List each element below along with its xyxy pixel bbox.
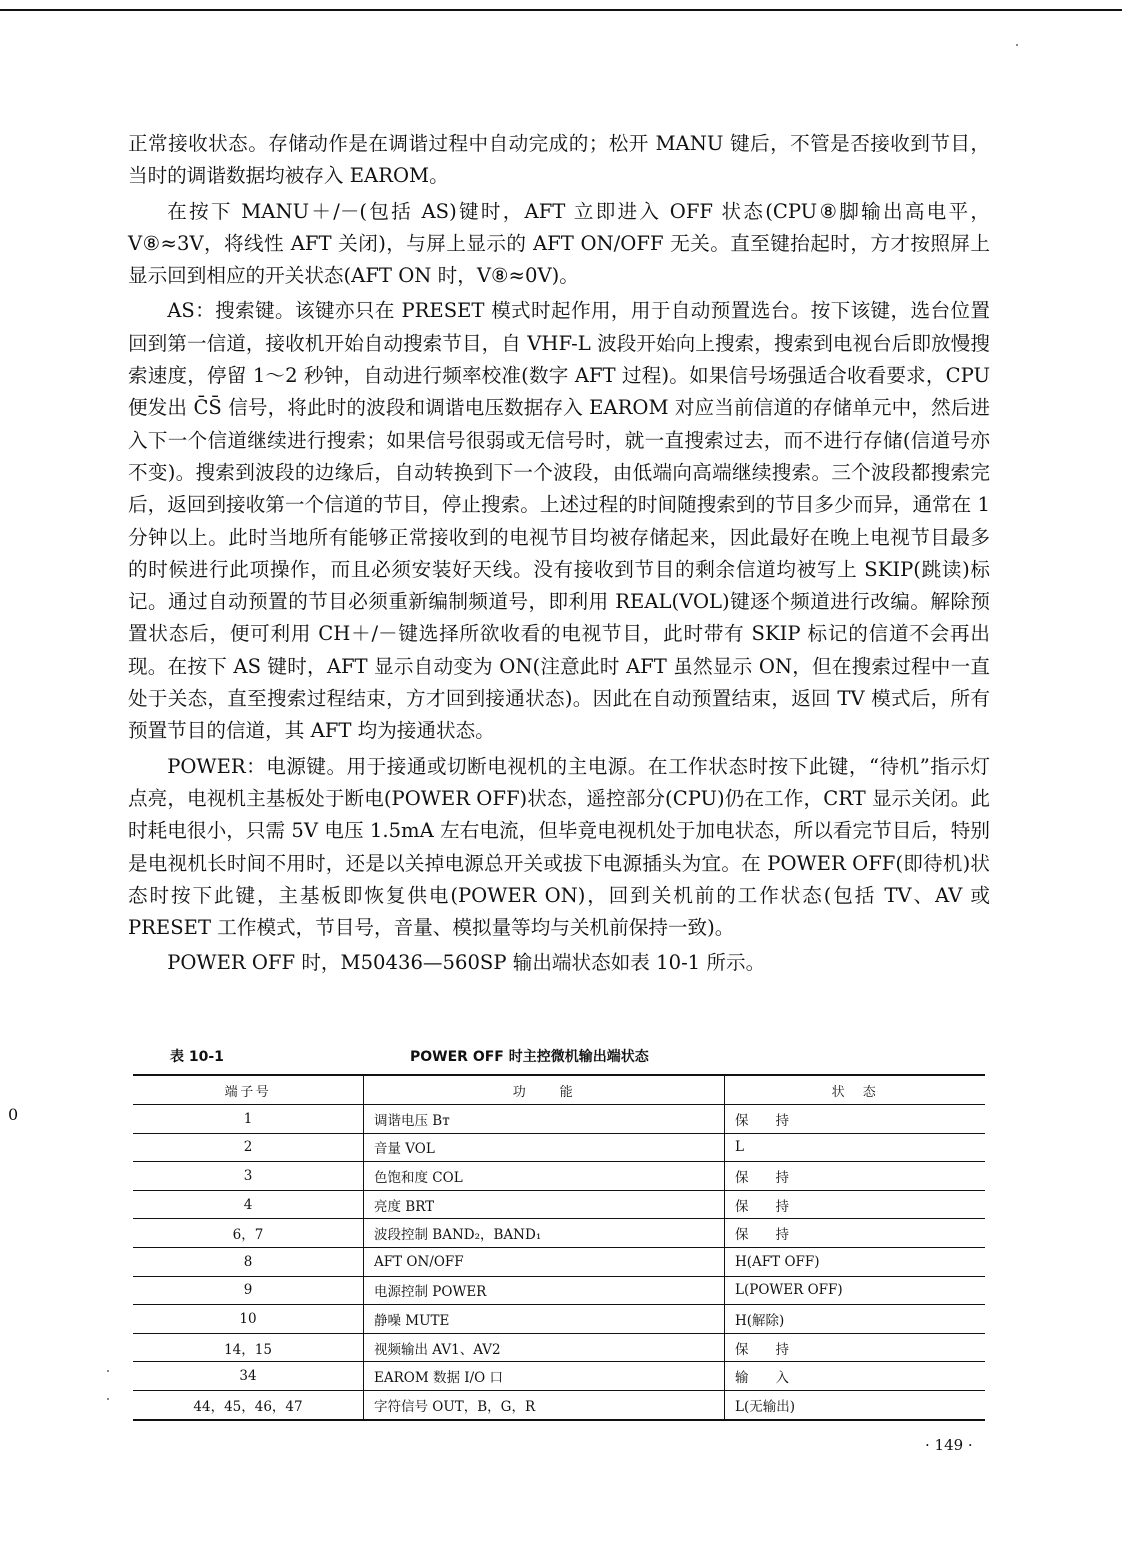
table-row — [133, 1162, 985, 1191]
table-row — [133, 1333, 985, 1362]
function-cell: 字符信号 OUT，B，G，R — [364, 1390, 725, 1419]
paragraph-as-key: AS：搜索键。该键亦只在 PRESET 模式时起作用，用于自动预置选台。按下该键，选台位置回到第一信道，接收机开始自动搜索节目，自 VHF-L 波段开始向上搜索，搜索到电视台后即放慢搜索速度，停留 1～2 秒钟，自动进行频率校准(数字 AFT 过程)。如果信号场强适合收看要求，CPU 便发出 C̄S̄ 信号，将此时的波段和调谐电压数据存入 EAROM 对应当前信道的存储单元中，然后进入下一个信道继续进行搜索；如果信号很弱或无信号时，就一直搜索过去，而不进行存储(信道号亦不变)。搜索到波段的边缘后，自动转换到下一个波段，由低端向高端继续搜索。三个波段都搜索完后，返回到接收第一个信道的节目，停止搜索。上述过程的时间随搜索到的节目多少而异，通常在 1 分钟以上。此时当地所有能够正常接收到的电视节目均被存储起来，因此最好在晚上电视节目最多的时候进行此项操作，而且必须安装好天线。没有接收到节目的剩余信道均被写上 SKIP(跳读)标记。通过自动预置的节目必须重新编制频道号，即利用 REAL(VOL)键逐个频道进行改编。解除预置状态后，便可利用 CH＋/－键选择所欲收看的电视节目，此时带有 SKIP 标记的信道不会再出现。在按下 AS 键时，AFT 显示自动变为 ON(注意此时 AFT 虽然显示 ON，但在搜索过程中一直处于关态，直至搜索过程结束，方才回到接通状态)。因此在自动预置结束，返回 TV 模式后，所有预置节目的信道，其 AFT 均为接通状态。 — [128, 299, 990, 743]
state-cell: 保 持 — [725, 1162, 986, 1191]
function-cell: 音量 VOL — [364, 1133, 725, 1162]
pin-cell: 2 — [133, 1133, 364, 1162]
table-row — [133, 1276, 985, 1305]
pin-cell: 1 — [133, 1105, 364, 1134]
function-cell: 色饱和度 COL — [364, 1162, 725, 1191]
table-title: POWER OFF 时主控微机输出端状态 — [410, 1049, 649, 1065]
state-cell: L(无输出) — [725, 1390, 986, 1419]
pin-cell: 3 — [133, 1162, 364, 1191]
table-row — [133, 1219, 985, 1248]
table-row — [133, 1105, 985, 1134]
function-cell: 调谐电压 Bт — [364, 1105, 725, 1134]
pin-cell: 14，15 — [133, 1333, 364, 1362]
header-function: 功 能 — [364, 1075, 725, 1105]
scan-speck — [107, 1398, 109, 1400]
function-cell: 电源控制 POWER — [364, 1276, 725, 1305]
pin-cell: 10 — [133, 1305, 364, 1334]
table-row — [133, 1190, 985, 1219]
state-cell: L — [725, 1133, 986, 1162]
state-cell: 保 持 — [725, 1190, 986, 1219]
page-number: · 149 · — [925, 1436, 973, 1454]
table-header-row — [133, 1075, 985, 1105]
paragraph-table-intro: POWER OFF 时，M50436—560SP 输出端状态如表 10-1 所示。 — [167, 951, 766, 975]
function-cell: 亮度 BRT — [364, 1190, 725, 1219]
pin-cell: 44，45，46，47 — [133, 1390, 364, 1419]
pin-cell: 34 — [133, 1362, 364, 1391]
pinout-table — [133, 1074, 985, 1421]
pin-cell: 8 — [133, 1247, 364, 1276]
table-row — [133, 1305, 985, 1334]
state-cell: H(解除) — [725, 1305, 986, 1334]
scan-speck — [1016, 44, 1018, 46]
pin-cell: 6，7 — [133, 1219, 364, 1248]
table-caption — [170, 1046, 870, 1066]
state-cell: 保 持 — [725, 1219, 986, 1248]
header-state: 状 态 — [725, 1075, 986, 1105]
body-text — [128, 128, 990, 980]
function-cell: 视频输出 AV1、AV2 — [364, 1333, 725, 1362]
header-pin: 端子号 — [133, 1075, 364, 1105]
state-cell: 保 持 — [725, 1333, 986, 1362]
table-row — [133, 1390, 985, 1419]
function-cell: EAROM 数据 I/O 口 — [364, 1362, 725, 1391]
function-cell: 波段控制 BAND₂，BAND₁ — [364, 1219, 725, 1248]
paragraph-power-key: POWER：电源键。用于接通或切断电视机的主电源。在工作状态时按下此键，“待机”指示灯点亮，电视机主基板处于断电(POWER OFF)状态，遥控部分(CPU)仍在工作，CRT 显示关闭。此时耗电很小，只需 5V 电压 1.5mA 左右电流，但毕竟电视机处于加电状态，所以看完节目后，特别是电视机长时间不用时，还是以关掉电源总开关或拔下电源插头为宜。在 POWER OFF(即待机)状态时按下此键，主基板即恢复供电(POWER ON)，回到关机前的工作状态(包括 TV、AV 或 PRESET 工作模式，节目号，音量、模拟量等均与关机前保持一致)。 — [128, 754, 990, 940]
table-row — [133, 1362, 985, 1391]
table-row — [133, 1133, 985, 1162]
table-row — [133, 1247, 985, 1276]
top-rule — [0, 9, 1122, 11]
table-number: 表 10-1 — [170, 1049, 224, 1065]
state-cell: 保 持 — [725, 1105, 986, 1134]
scan-speck — [107, 1370, 109, 1372]
state-cell: H(AFT OFF) — [725, 1247, 986, 1276]
state-cell: L(POWER OFF) — [725, 1276, 986, 1305]
pin-cell: 4 — [133, 1190, 364, 1219]
margin-mark: 0 — [8, 1105, 19, 1124]
state-cell: 输 入 — [725, 1362, 986, 1391]
paragraph-continuation: 正常接收状态。存储动作是在调谐过程中自动完成的；松开 MANU 键后，不管是否接收到节目，当时的调谐数据均被存入 EAROM。 — [128, 132, 990, 188]
paragraph-manu: 在按下 MANU＋/－(包括 AS)键时，AFT 立即进入 OFF 状态(CPU⑧脚输出高电平，V⑧≈3V，将线性 AFT 关闭)，与屏上显示的 AFT ON/OFF 无关。直至键抬起时，方才按照屏上显示回到相应的开关状态(AFT ON 时，V⑧≈0V)。 — [128, 199, 990, 288]
function-cell: 静噪 MUTE — [364, 1305, 725, 1334]
function-cell: AFT ON/OFF — [364, 1247, 725, 1276]
pin-cell: 9 — [133, 1276, 364, 1305]
